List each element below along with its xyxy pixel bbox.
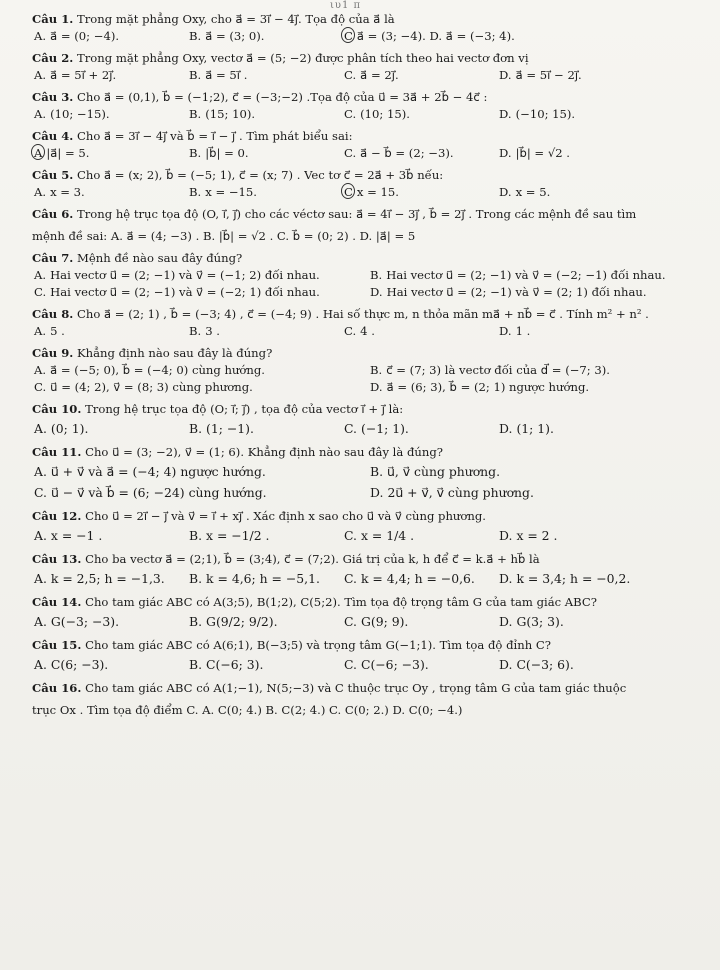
option-text: (1; 1). — [516, 421, 554, 436]
option-letter: B. — [189, 146, 202, 160]
option-text: (−10; 15). — [515, 107, 576, 121]
answer-option[interactable] — [34, 184, 189, 201]
answer-option[interactable] — [34, 461, 370, 482]
option-letter: A. — [34, 657, 47, 672]
option-letter: D. — [370, 485, 384, 500]
option-text: x = 1/4 . — [360, 528, 415, 543]
answer-options — [32, 362, 706, 396]
option-text: G(9/2; 9/2). — [206, 614, 278, 629]
question-stem — [32, 637, 706, 654]
answer-option[interactable] — [34, 323, 189, 340]
answer-option[interactable] — [370, 379, 706, 396]
question-stem — [32, 11, 706, 28]
answer-option[interactable] — [189, 418, 344, 439]
answer-option[interactable] — [499, 106, 654, 123]
answer-options — [32, 611, 706, 632]
answer-option[interactable] — [499, 184, 654, 201]
option-text: a⃗ − b⃗ = (2; −3). — [360, 146, 454, 160]
question-text: Trong hệ trục tọa độ (O, i⃗, j⃗) cho các véctơ sau: a⃗ = 4i⃗ − 3j⃗ , b⃗ = 2j⃗ . Trong các mệnh đề sau tìm — [77, 207, 637, 221]
answer-option[interactable] — [344, 28, 515, 45]
option-text: C(−6; −3). — [360, 657, 429, 672]
option-text: 3 . — [205, 324, 220, 338]
option-letter: C. — [344, 528, 357, 543]
answer-option[interactable] — [344, 525, 499, 546]
answer-option[interactable] — [499, 418, 654, 439]
answer-option[interactable] — [344, 611, 499, 632]
question-block — [32, 508, 706, 546]
question-stem — [32, 167, 706, 184]
question-stem — [32, 228, 706, 245]
answer-options — [32, 184, 706, 201]
question-number: Câu 16. — [32, 681, 82, 695]
answer-option[interactable] — [499, 568, 654, 589]
option-letter: B. — [189, 68, 202, 82]
option-text: C(−6; 3). — [206, 657, 264, 672]
question-block — [32, 306, 706, 340]
option-text: Hai vectơ u⃗ = (2; −1) và v⃗ = (−1; 2) đối nhau. — [50, 268, 320, 282]
option-text: x = 5. — [515, 185, 551, 199]
question-block — [32, 637, 706, 675]
option-letter: B. — [189, 107, 202, 121]
option-letter: D. — [499, 657, 513, 672]
option-text: (−1; 1). — [360, 421, 409, 436]
question-number: Câu 7. — [32, 251, 74, 265]
option-text: a⃗ = 5i⃗ − 2j⃗. — [515, 68, 582, 82]
question-stem — [32, 206, 706, 223]
answer-option[interactable] — [189, 106, 344, 123]
option-letter: B. — [189, 185, 202, 199]
question-block — [32, 89, 706, 123]
option-text: 1 . — [515, 324, 531, 338]
option-letter: A. — [34, 107, 47, 121]
question-block — [32, 128, 706, 162]
option-letter: A. — [34, 464, 47, 479]
question-number: Câu 1. — [32, 12, 74, 26]
option-text: u⃗ = (4; 2), v⃗ = (8; 3) cùng phương. — [50, 380, 253, 394]
option-letter: B. — [189, 614, 203, 629]
option-letter: A. — [34, 421, 47, 436]
option-text: (10; −15). — [50, 107, 110, 121]
option-letter: A. — [34, 363, 47, 377]
question-text: Trong mặt phẳng Oxy, vectơ a⃗ = (5; −2) được phân tích theo hai vectơ đơn vị — [77, 51, 529, 65]
question-block — [32, 206, 706, 223]
question-list — [32, 11, 706, 719]
answer-option[interactable] — [499, 145, 654, 162]
answer-option[interactable] — [34, 67, 189, 84]
option-letter: C. — [344, 146, 357, 160]
option-letter: D. — [499, 614, 513, 629]
answer-option[interactable] — [189, 525, 344, 546]
option-letter: A. — [34, 324, 47, 338]
option-text: (10; 15). — [360, 107, 410, 121]
answer-options — [32, 267, 706, 301]
option-letter: C. — [344, 68, 357, 82]
question-text: Cho a⃗ = (x; 2), b⃗ = (−5; 1), c⃗ = (x; 7) . Vec tơ c⃗ = 2a⃗ + 3b⃗ nếu: — [77, 168, 444, 182]
option-text: C(6; −3). — [50, 657, 109, 672]
option-letter: D. — [499, 146, 512, 160]
option-letter: B. — [370, 268, 383, 282]
question-block — [32, 167, 706, 201]
question-number: Câu 12. — [32, 509, 82, 523]
question-block — [32, 11, 706, 45]
answer-option[interactable] — [344, 654, 499, 675]
question-number: Câu 15. — [32, 638, 82, 652]
question-block — [32, 401, 706, 439]
question-block — [32, 444, 706, 503]
answer-option[interactable] — [34, 28, 189, 45]
option-text: x = −1/2 . — [206, 528, 270, 543]
question-number: Câu 4. — [32, 129, 74, 143]
question-stem — [32, 89, 706, 106]
option-text: (0; 1). — [50, 421, 89, 436]
question-number: Câu 11. — [32, 445, 82, 459]
option-text: u⃗ + v⃗ và a⃗ = (−4; 4) ngược hướng. — [50, 464, 266, 479]
question-number: Câu 6. — [32, 207, 74, 221]
option-text: k = 4,4; h = −0,6. — [360, 571, 475, 586]
answer-option[interactable] — [189, 323, 344, 340]
option-text: Hai vectơ u⃗ = (2; −1) và v⃗ = (−2; −1) đối nhau. — [386, 268, 666, 282]
option-text: |b⃗| = 0. — [205, 146, 249, 160]
option-letter: B. — [189, 421, 203, 436]
question-text: Cho tam giác ABC có A(1;−1), N(5;−3) và C thuộc trục Oy , trọng tâm G của tam giác thuộc — [85, 681, 627, 695]
question-number: Câu 9. — [32, 346, 74, 360]
option-letter: D. — [499, 571, 513, 586]
answer-option[interactable] — [34, 284, 370, 301]
question-text: Cho ba vectơ a⃗ = (2;1), b⃗ = (3;4), c⃗ = (7;2). Giá trị của k, h để c⃗ = k.a⃗ + hb⃗ là — [85, 552, 540, 566]
option-letter: C. — [344, 324, 357, 338]
option-letter: C. — [344, 107, 357, 121]
question-number: Câu 14. — [32, 595, 82, 609]
option-text: C(−3; 6). — [516, 657, 574, 672]
answer-options — [32, 654, 706, 675]
option-letter: C. — [34, 380, 47, 394]
question-stem — [32, 250, 706, 267]
question-text: Trong mặt phẳng Oxy, cho a⃗ = 3i⃗ − 4j⃗. Tọa độ của a⃗ là — [77, 12, 395, 26]
option-text: 5 . — [50, 324, 65, 338]
header-mark: ιυ1 π — [330, 0, 362, 11]
answer-options — [32, 28, 706, 45]
answer-option[interactable] — [344, 184, 499, 201]
option-letter: B. — [189, 657, 203, 672]
question-text: mệnh đề sai: A. a⃗ = (4; −3) . B. |b⃗| = √2 . C. b⃗ = (0; 2) . D. |a⃗| = 5 — [32, 229, 416, 243]
answer-option[interactable] — [499, 323, 654, 340]
question-block — [32, 551, 706, 589]
question-number: Câu 13. — [32, 552, 82, 566]
option-letter: A — [34, 146, 43, 160]
answer-option[interactable] — [499, 525, 654, 546]
answer-option[interactable] — [370, 461, 706, 482]
question-stem — [32, 680, 706, 697]
question-block — [32, 702, 706, 719]
question-text: Cho a⃗ = 3i⃗ − 4j⃗ và b⃗ = i⃗ − j⃗ . Tìm phát biểu sai: — [77, 129, 353, 143]
question-number: Câu 2. — [32, 51, 74, 65]
option-letter: D. — [499, 107, 512, 121]
answer-option[interactable] — [189, 145, 344, 162]
option-text: k = 4,6; h = −5,1. — [206, 571, 320, 586]
answer-option[interactable] — [34, 482, 370, 503]
option-text: |b⃗| = √2 . — [515, 146, 570, 160]
answer-option[interactable] — [34, 106, 189, 123]
question-block — [32, 680, 706, 697]
answer-option[interactable] — [189, 184, 344, 201]
answer-option[interactable] — [370, 267, 706, 284]
question-text: Khẳng định nào sau đây là đúng? — [77, 346, 273, 360]
option-letter: B. — [370, 464, 384, 479]
option-text: a⃗ = (0; −4). — [50, 29, 120, 43]
question-text: Cho u⃗ = (3; −2), v⃗ = (1; 6). Khẳng định nào sau đây là đúng? — [85, 445, 443, 459]
question-number: Câu 10. — [32, 402, 82, 416]
option-text: x = 15. — [356, 185, 399, 199]
answer-options — [32, 323, 706, 340]
question-stem — [32, 50, 706, 67]
option-letter: C — [344, 29, 353, 43]
answer-option[interactable] — [34, 568, 189, 589]
option-text: x = −15. — [205, 185, 257, 199]
answer-option[interactable] — [189, 654, 344, 675]
answer-option[interactable] — [34, 379, 370, 396]
answer-option[interactable] — [344, 568, 499, 589]
option-letter: D. — [370, 285, 383, 299]
question-block — [32, 594, 706, 632]
option-letter: D. — [499, 528, 513, 543]
option-text: k = 3,4; h = −0,2. — [516, 571, 631, 586]
answer-option[interactable] — [189, 568, 344, 589]
question-stem — [32, 594, 706, 611]
option-letter: C. — [344, 421, 357, 436]
option-text: a⃗ = (3; −4). D. a⃗ = (−3; 4). — [356, 29, 515, 43]
answer-option[interactable] — [344, 106, 499, 123]
answer-option[interactable] — [34, 654, 189, 675]
option-letter: B. — [189, 29, 202, 43]
option-text: x = 2 . — [516, 528, 558, 543]
question-text: Mệnh đề nào sau đây đúng? — [77, 251, 243, 265]
question-text: trục Ox . Tìm tọa độ điểm C. A. C(0; 4.) B. C(2; 4.) C. C(0; 2.) D. C(0; −4.) — [32, 703, 463, 717]
answer-option[interactable] — [344, 323, 499, 340]
option-letter: A. — [34, 571, 47, 586]
option-letter: C. — [34, 285, 47, 299]
option-letter: C. — [344, 614, 357, 629]
answer-option[interactable] — [189, 28, 344, 45]
answer-options — [32, 418, 706, 439]
answer-option[interactable] — [499, 67, 654, 84]
option-letter: D. — [499, 68, 512, 82]
option-text: x = 3. — [50, 185, 85, 199]
answer-option[interactable] — [34, 362, 370, 379]
question-number: Câu 8. — [32, 307, 74, 321]
option-letter: C. — [34, 485, 47, 500]
answer-option[interactable] — [499, 654, 654, 675]
answer-option[interactable] — [344, 418, 499, 439]
question-number: Câu 3. — [32, 90, 74, 104]
option-letter: A. — [34, 29, 47, 43]
option-text: (1; −1). — [206, 421, 254, 436]
question-stem — [32, 128, 706, 145]
option-letter: A. — [34, 185, 47, 199]
option-text: a⃗ = 5i⃗ + 2j⃗. — [50, 68, 117, 82]
option-letter: C — [344, 185, 353, 199]
question-stem — [32, 444, 706, 461]
answer-option[interactable] — [34, 525, 189, 546]
question-stem — [32, 306, 706, 323]
option-letter: B. — [189, 528, 203, 543]
question-stem — [32, 401, 706, 418]
option-text: 4 . — [360, 324, 375, 338]
option-text: (15; 10). — [205, 107, 256, 121]
question-block — [32, 50, 706, 84]
question-text: Trong hệ trục tọa độ (O; i⃗; j⃗) , tọa độ của vectơ i⃗ + j⃗ là: — [85, 402, 404, 416]
question-block — [32, 345, 706, 396]
option-text: a⃗ = 2j⃗. — [360, 68, 399, 82]
answer-option[interactable] — [344, 67, 499, 84]
option-text: a⃗ = 5i⃗ . — [205, 68, 248, 82]
option-text: c⃗ = (7; 3) là vectơ đối của d⃗ = (−7; 3). — [386, 363, 610, 377]
option-letter: A. — [34, 528, 47, 543]
answer-option[interactable] — [370, 362, 706, 379]
answer-option[interactable] — [34, 145, 189, 162]
option-text: x = −1 . — [50, 528, 103, 543]
option-letter: A. — [34, 68, 47, 82]
question-text: Cho a⃗ = (2; 1) , b⃗ = (−3; 4) , c⃗ = (−4; 9) . Hai số thực m, n thỏa mãn ma⃗ + nb⃗ = c⃗ . Tính m² + n² . — [77, 307, 649, 321]
answer-option[interactable] — [34, 418, 189, 439]
option-letter: D. — [499, 185, 512, 199]
answer-options — [32, 67, 706, 84]
option-text: G(−3; −3). — [50, 614, 120, 629]
option-text: G(3; 3). — [516, 614, 564, 629]
answer-options — [32, 461, 706, 503]
question-number: Câu 5. — [32, 168, 74, 182]
question-stem — [32, 508, 706, 525]
question-text: Cho a⃗ = (0,1), b⃗ = (−1;2), c⃗ = (−3;−2) .Tọa độ của u⃗ = 3a⃗ + 2b⃗ − 4c⃗ : — [77, 90, 488, 104]
question-stem — [32, 551, 706, 568]
answer-option[interactable] — [344, 145, 499, 162]
option-letter: D. — [499, 324, 512, 338]
option-letter: D. — [370, 380, 383, 394]
option-letter: C. — [344, 571, 357, 586]
option-text: a⃗ = (6; 3), b⃗ = (2; 1) ngược hướng. — [386, 380, 590, 394]
answer-option[interactable] — [370, 284, 706, 301]
answer-option[interactable] — [189, 67, 344, 84]
option-letter: C. — [344, 657, 357, 672]
answer-option[interactable] — [370, 482, 706, 503]
option-letter: A. — [34, 268, 47, 282]
option-letter: B. — [370, 363, 383, 377]
answer-option[interactable] — [34, 611, 189, 632]
option-text: Hai vectơ u⃗ = (2; −1) và v⃗ = (−2; 1) đối nhau. — [50, 285, 320, 299]
option-text: a⃗ = (−5; 0), b⃗ = (−4; 0) cùng hướng. — [50, 363, 265, 377]
question-text: Cho tam giác ABC có A(3;5), B(1;2), C(5;2). Tìm tọa độ trọng tâm G của tam giác ABC? — [85, 595, 597, 609]
option-letter: B. — [189, 324, 202, 338]
question-stem — [32, 345, 706, 362]
question-text: Cho u⃗ = 2i⃗ − j⃗ và v⃗ = i⃗ + xj⃗ . Xác định x sao cho u⃗ và v⃗ cùng phương. — [85, 509, 486, 523]
option-text: Hai vectơ u⃗ = (2; −1) và v⃗ = (2; 1) đối nhau. — [386, 285, 647, 299]
answer-option[interactable] — [189, 611, 344, 632]
answer-options — [32, 145, 706, 162]
answer-option[interactable] — [34, 267, 370, 284]
answer-options — [32, 525, 706, 546]
question-text: Cho tam giác ABC có A(6;1), B(−3;5) và trọng tâm G(−1;1). Tìm tọa độ đỉnh C? — [85, 638, 551, 652]
question-block — [32, 250, 706, 301]
answer-option[interactable] — [499, 611, 654, 632]
question-block — [32, 228, 706, 245]
option-text: u⃗, v⃗ cùng phương. — [387, 464, 501, 479]
option-text: |a⃗| = 5. — [46, 146, 90, 160]
option-letter: A. — [34, 614, 47, 629]
option-text: G(9; 9). — [360, 614, 409, 629]
answer-options — [32, 568, 706, 589]
option-text: a⃗ = (3; 0). — [205, 29, 265, 43]
option-text: u⃗ − v⃗ và b⃗ = (6; −24) cùng hướng. — [50, 485, 267, 500]
question-stem — [32, 702, 706, 719]
option-text: k = 2,5; h = −1,3. — [50, 571, 165, 586]
option-letter: D. — [499, 421, 513, 436]
answer-options — [32, 106, 706, 123]
option-text: 2u⃗ + v⃗, v⃗ cùng phương. — [387, 485, 534, 500]
option-letter: B. — [189, 571, 203, 586]
